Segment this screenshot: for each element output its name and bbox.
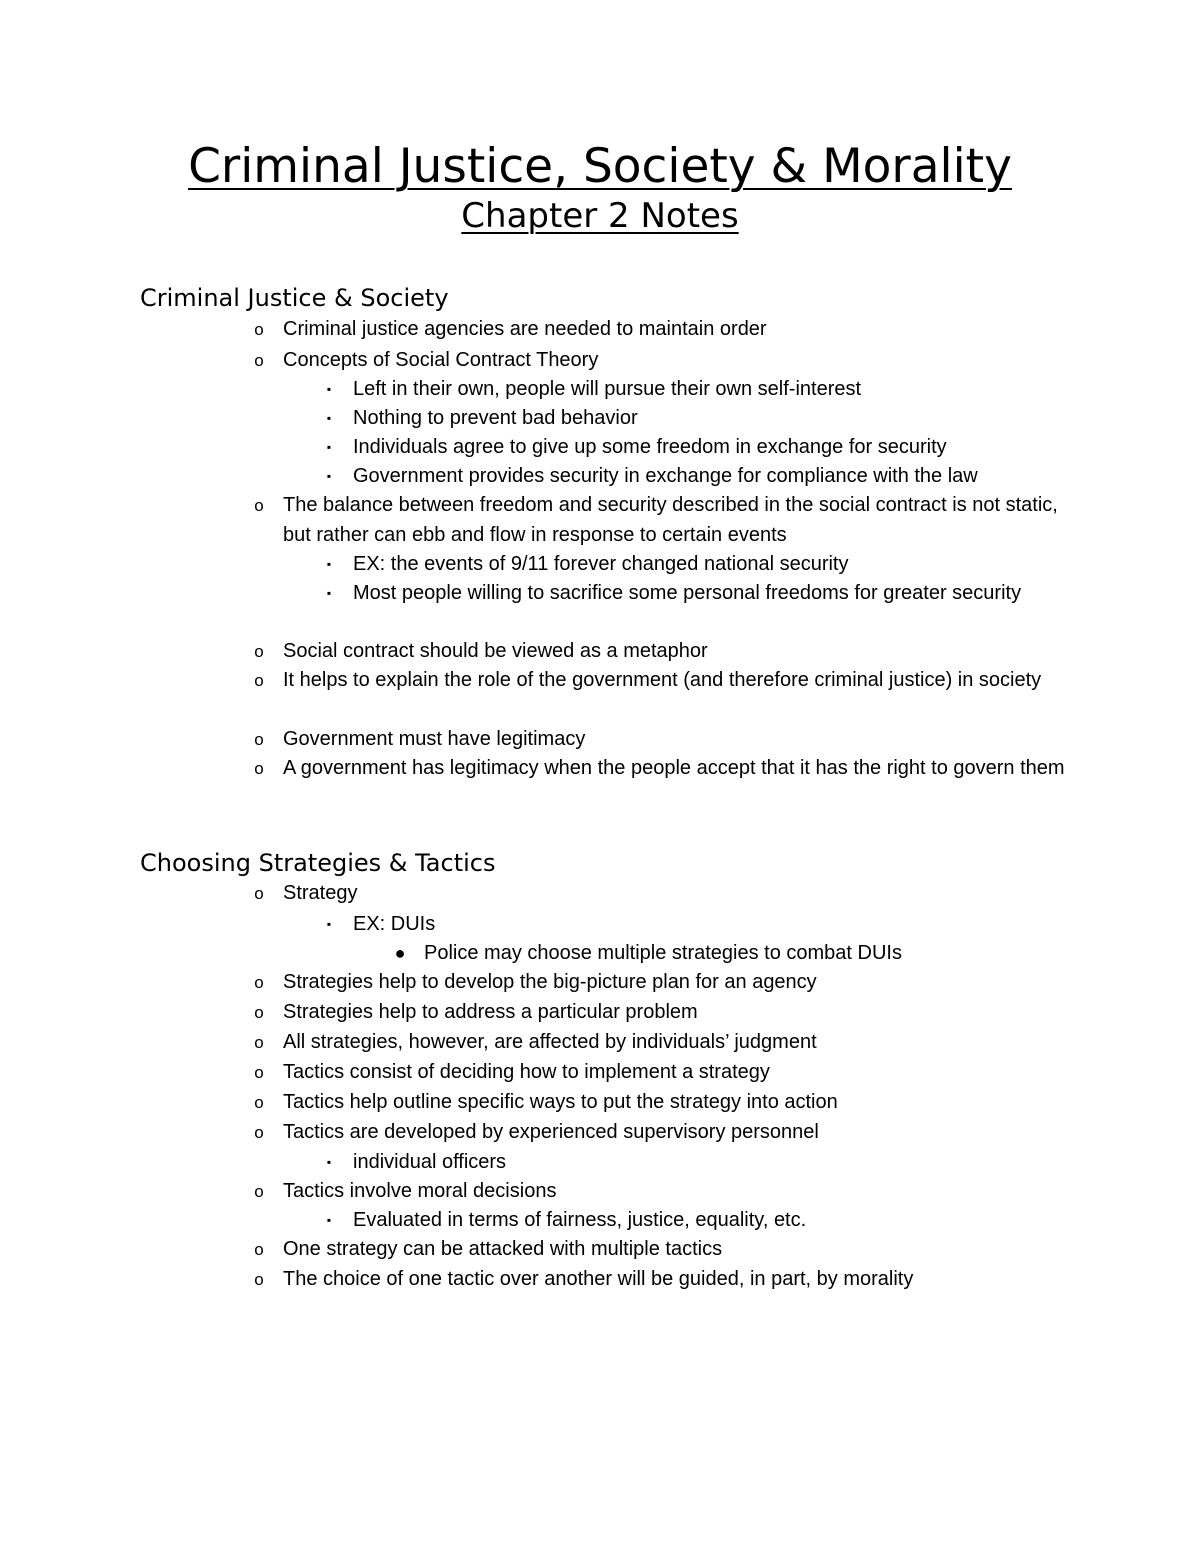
list-item-text: Police may choose multiple strategies to combat DUIs	[424, 942, 902, 964]
list-item	[326, 462, 1053, 492]
list-item-text: Concepts of Social Contract Theory	[283, 349, 599, 371]
section-heading: Criminal Justice & Society	[140, 284, 449, 312]
bullet-marker: o	[254, 1063, 264, 1082]
list-item	[254, 1177, 1073, 1207]
bullet-marker: o	[254, 730, 264, 749]
bullet-marker: o	[254, 320, 264, 339]
list-item	[254, 998, 1073, 1028]
bullet-marker: o	[254, 1093, 264, 1112]
bullet-marker: o	[254, 671, 264, 690]
list-item	[254, 1235, 1073, 1265]
list-item-text: The choice of one tactic over another will be guided, in part, by morality	[283, 1268, 914, 1290]
list-item-text: Left in their own, people will pursue their own self-interest	[353, 378, 862, 400]
list-item-text: One strategy can be attacked with multiple tactics	[283, 1238, 723, 1260]
list-item	[254, 1118, 1073, 1148]
list-item-text: Individuals agree to give up some freedom in exchange for security	[353, 436, 947, 458]
bullet-marker: ●	[394, 943, 406, 963]
bullet-marker: ▪	[326, 382, 332, 396]
list-item-text: Tactics consist of deciding how to implement a strategy	[283, 1061, 770, 1083]
bullet-marker: o	[254, 351, 264, 370]
bullet-marker: ▪	[326, 586, 332, 600]
list-item-text: All strategies, however, are affected by individuals’ judgment	[283, 1031, 817, 1053]
list-item	[254, 666, 1073, 696]
bullet-marker: o	[254, 1123, 264, 1142]
list-item	[254, 968, 1073, 998]
list-item-text: A government has legitimacy when the people accept that it has the right to govern them	[283, 757, 1065, 779]
list-item	[254, 1088, 1073, 1118]
list-item	[326, 433, 1053, 463]
document-title: Criminal Justice, Society & Morality	[188, 139, 1012, 194]
bullet-marker: o	[254, 1033, 264, 1052]
bullet-marker: o	[254, 759, 264, 778]
list-item	[254, 1265, 1073, 1295]
list-item	[326, 404, 1053, 434]
list-item-text: Tactics are developed by experienced supervisory personnel	[283, 1121, 819, 1143]
list-item-text: Social contract should be viewed as a metaphor	[283, 640, 708, 662]
bullet-marker: ▪	[326, 469, 332, 483]
list-item-text: Nothing to prevent bad behavior	[353, 407, 638, 429]
list-item	[254, 491, 1073, 550]
bullet-marker: o	[254, 884, 264, 903]
bullet-marker: o	[254, 1240, 264, 1259]
list-item	[254, 346, 1073, 376]
list-item	[254, 315, 1073, 345]
document-subtitle: Chapter 2 Notes	[461, 196, 739, 236]
bullet-marker: ▪	[326, 1155, 332, 1169]
list-item-text: EX: DUIs	[353, 913, 436, 935]
bullet-marker: o	[254, 1003, 264, 1022]
bullet-marker: o	[254, 973, 264, 992]
bullet-marker: ▪	[326, 917, 332, 931]
list-item	[254, 879, 1073, 909]
list-item	[326, 910, 1053, 940]
bullet-marker: ▪	[326, 440, 332, 454]
bullet-marker: o	[254, 1270, 264, 1289]
list-item	[326, 1148, 1053, 1178]
list-item	[254, 637, 1073, 667]
bullet-marker: ▪	[326, 557, 332, 571]
list-item	[326, 1206, 1053, 1236]
bullet-marker: ▪	[326, 1213, 332, 1227]
bullet-marker: o	[254, 642, 264, 661]
list-item-text: Tactics help outline specific ways to put the strategy into action	[283, 1091, 838, 1113]
section-heading: Choosing Strategies & Tactics	[140, 849, 496, 877]
bullet-marker: o	[254, 496, 264, 515]
list-item-text: It helps to explain the role of the government (and therefore criminal justice) in society	[283, 669, 1042, 691]
list-item-text: individual officers	[353, 1151, 507, 1173]
list-item-text: Strategy	[283, 882, 358, 904]
list-item-text: Strategies help to develop the big-picture plan for an agency	[283, 971, 817, 993]
list-item-text: Criminal justice agencies are needed to maintain order	[283, 318, 767, 340]
list-item-text: Strategies help to address a particular problem	[283, 1001, 698, 1023]
list-item	[254, 725, 1073, 755]
list-item	[254, 754, 1073, 784]
list-item-text: Evaluated in terms of fairness, justice, equality, etc.	[353, 1209, 807, 1231]
list-item-text: Government provides security in exchange for compliance with the law	[353, 465, 978, 487]
list-item-text: Most people willing to sacrifice some personal freedoms for greater security	[353, 582, 1022, 604]
list-item	[326, 579, 1053, 609]
bullet-marker: ▪	[326, 411, 332, 425]
list-item	[326, 550, 1053, 580]
list-item	[254, 1058, 1073, 1088]
list-item-text: Tactics involve moral decisions	[283, 1180, 557, 1202]
list-item-text: The balance between freedom and security described in the social contract is not static, but rather can ebb and flow in response to certain events	[283, 494, 1058, 546]
list-item	[394, 939, 1064, 969]
list-item	[326, 375, 1053, 405]
list-item	[254, 1028, 1073, 1058]
bullet-marker: o	[254, 1182, 264, 1201]
list-item-text: EX: the events of 9/11 forever changed national security	[353, 553, 849, 575]
list-item-text: Government must have legitimacy	[283, 728, 586, 750]
